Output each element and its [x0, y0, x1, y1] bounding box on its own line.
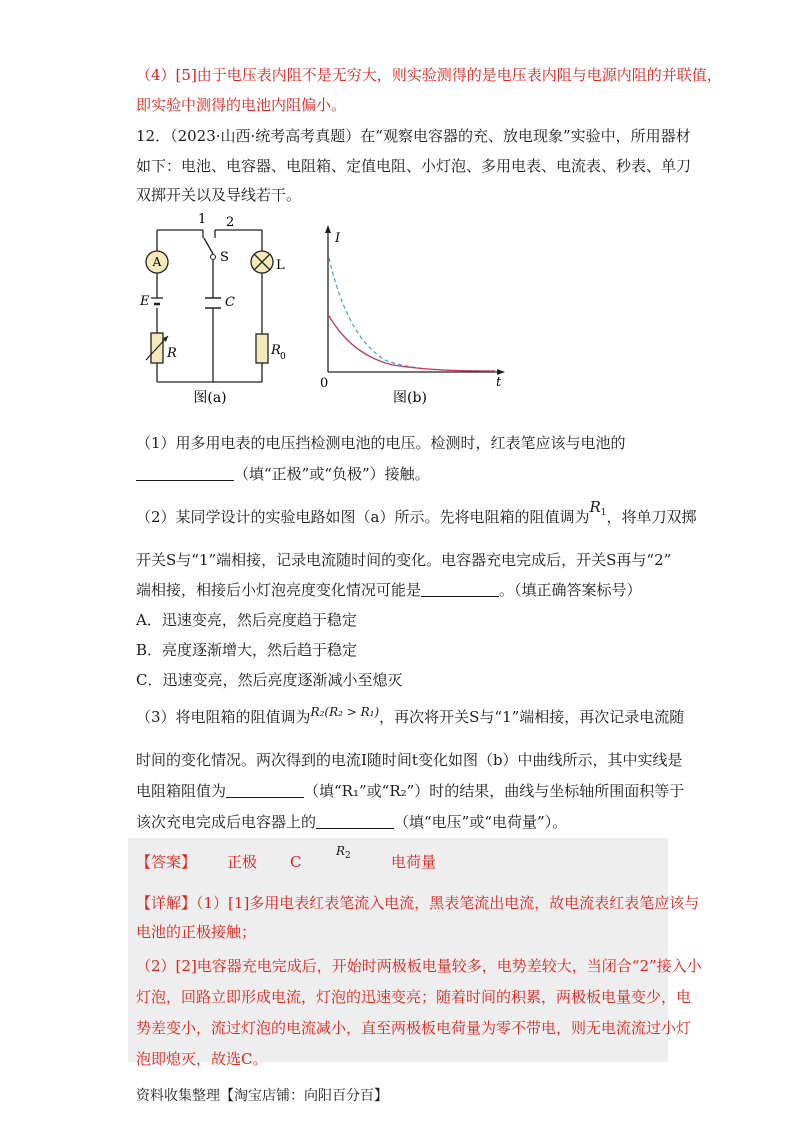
answer-2: C [290, 853, 302, 871]
fixed-resistor-label: R [271, 343, 281, 358]
fixed-resistor-subscript: 0 [280, 352, 286, 362]
q2-r1-symbol: R [589, 498, 601, 516]
explanation-line-3: （2）[2]电容器充电完成后，开始时两极板电量较多，电势差较大，当闭合“2”接入小 [136, 957, 702, 975]
question-header: 12．（2023·山西·统考高考真题）在“观察电容器的充、放电现象”实验中，所用器材 [136, 127, 691, 145]
q2-blank[interactable] [421, 582, 499, 597]
switch-terminal-2: 2 [226, 215, 235, 230]
answer-4: 电荷量 [391, 853, 437, 871]
prev-answer-line-1: （4）[5]由于电压表内阻不是无穷大，则实验测得的是电压表内阻与电源内阻的并联值， [136, 66, 722, 84]
explanation-line-2: 电池的正极接触； [136, 923, 257, 941]
explanation-line-4: 灯泡，回路立即形成电流，灯泡的迅速变亮；随着时间的积累，两极板电量变少，电 [136, 988, 692, 1006]
x-axis-label: t [496, 375, 502, 390]
q1-line-2: （填“正极”或“负极”）接触。 [136, 464, 430, 484]
explanation-line-5: 势差变小，流过灯泡的电流减小，直至两极板电荷量为零不带电，则无电流流过小灯 [136, 1019, 692, 1037]
prev-answer-line-2: 即实验中测得的电池内阻偏小。 [136, 96, 347, 114]
switch-label: S [220, 250, 229, 265]
ammeter-label: A [152, 255, 162, 269]
rheostat-label: R [167, 346, 177, 361]
q1-blank[interactable] [136, 466, 234, 481]
question-header-2: 如下：电池、电容器、电阻箱、定值电阻、小灯泡、多用电表、电流表、秒表、单刀 [136, 157, 692, 175]
explanation-line-1: 【详解】（1）[1]多用电表红表笔流入电流，黑表笔流出电流，故电流表红表笔应该与 [136, 894, 700, 912]
figure-b-caption: 图(b) [393, 390, 427, 406]
footer: 资料收集整理【淘宝店铺：向阳百分百】 [136, 1088, 388, 1104]
q3-formula: R₂(R₂ > R₁) [310, 705, 380, 719]
option-b: B．亮度逐渐增大，然后趋于稳定 [136, 641, 358, 659]
y-axis-label: I [335, 231, 341, 246]
figure-a-circuit [130, 208, 290, 408]
q3-blank-1[interactable] [226, 783, 304, 798]
battery-label: E [140, 294, 150, 309]
answer-1: 正极 [227, 853, 258, 871]
q3-line-1: （3）将电阻箱的阻值调为$^{R_2(R_2 > R_1)}$，再次将开关S与“1”端相接，再次记录电流随 [136, 705, 685, 726]
q1-line-1: （1）用多用电表的电压挡检测电池的电压。检测时，红表笔应该与电池的 [136, 434, 626, 452]
q2-line-2: 开关S与“1”端相接，记录电流随时间的变化。电容器充电完成后，开关S再与“2” [136, 551, 672, 569]
solid-curve [329, 316, 495, 371]
figure-b-graph [315, 222, 515, 412]
fixed-resistor-symbol [256, 334, 268, 363]
switch-terminal-1: 1 [198, 212, 207, 227]
option-a: A．迅速变亮，然后亮度趋于稳定 [136, 611, 357, 629]
question-header-3: 双掷开关以及导线若干。 [136, 186, 302, 204]
origin-label: 0 [320, 376, 329, 391]
q3-blank-2[interactable] [316, 814, 394, 829]
option-c: C．迅速变亮，然后亮度逐渐减小至熄灭 [136, 671, 403, 689]
q3-line-4: 该次充电完成后电容器上的 （填“电压”或“电荷量”）。 [136, 813, 568, 831]
explanation-line-6: 泡即熄灭，故选C。 [136, 1050, 268, 1068]
answer-label: 【答案】 [136, 853, 197, 871]
q2-line-3: 端相接，相接后小灯泡亮度变化情况可能是 。（填正确答案标号） [136, 581, 642, 599]
q3-line-3: 电阻箱阻值为 （填“R₁”或“R₂”）时的结果，曲线与坐标轴所围面积等于 [136, 782, 685, 800]
q2-line-1: （2）某同学设计的实验电路如图（a）所示。先将电阻箱的阻值调为$R_1$，将单刀双掷 [136, 498, 697, 526]
capacitor-label: C [225, 295, 235, 310]
answer-3: $R_2$ [336, 844, 351, 861]
figure-a-caption: 图(a) [193, 390, 227, 406]
q3-line-2: 时间的变化情况。两次得到的电流I随时间t变化如图（b）中曲线所示，其中实线是 [136, 751, 683, 769]
dashed-curve [329, 258, 495, 371]
lamp-label: L [276, 258, 285, 273]
